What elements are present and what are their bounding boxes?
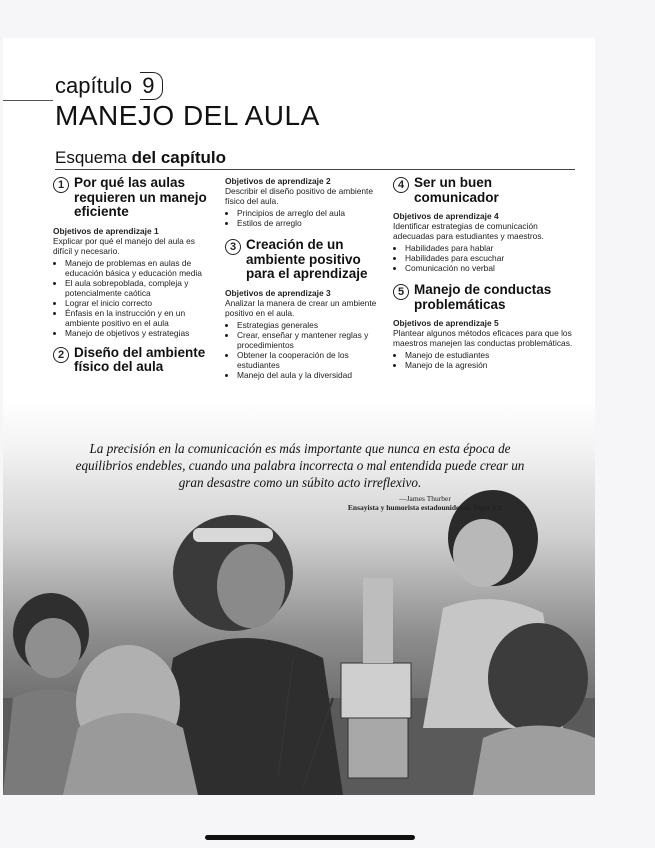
epigraph-quote: La precisión en la comunicación es más importante que nunca en esta época de equilibrios endebles, cuando una palabra incorrecta o mal entendida puede crear un gran desastre como un súbito acto irreflexivo. xyxy=(75,441,525,490)
section-title: Creación de un ambiente positivo para el aprendizaje xyxy=(246,237,368,281)
outline-rule xyxy=(55,169,575,170)
quote-author: —James Thurber xyxy=(399,494,451,503)
chapter-title: MANEJO DEL AULA xyxy=(55,100,320,131)
section-title: Por qué las aulas requieren un manejo eficiente xyxy=(74,175,207,219)
section-5-list xyxy=(393,350,575,370)
section-3-list xyxy=(225,320,390,380)
list-item: • Lograr el inicio correcto xyxy=(65,298,211,308)
section-number-badge: 3 xyxy=(225,239,241,255)
section-number-badge: 4 xyxy=(393,177,409,193)
list-item: • Manejo de la agresión xyxy=(405,360,575,370)
outline-column-3 xyxy=(393,176,575,376)
section-2-header xyxy=(53,346,211,375)
section-title: Ser un buen comunicador xyxy=(414,175,499,205)
list-item: • Habilidades para hablar xyxy=(405,243,575,253)
list-item: • Estilos de arreglo xyxy=(237,218,390,228)
list-item: • Manejo del aula y la diversidad xyxy=(237,370,390,380)
outline-column-1 xyxy=(53,176,211,381)
section-5-header xyxy=(393,283,575,312)
list-item: • Comunicación no verbal xyxy=(405,263,575,273)
chapter-label xyxy=(55,72,163,100)
section-1-header xyxy=(53,176,211,220)
objective-title: Objetivos de aprendizaje 5 xyxy=(393,318,499,328)
section-title: Manejo de conductas problemáticas xyxy=(414,282,552,312)
chapter-number: 9 xyxy=(140,72,163,100)
outline-heading: Esquema del capítulo xyxy=(55,148,227,167)
section-number-badge: 1 xyxy=(53,177,69,193)
list-item: • Manejo de estudiantes xyxy=(405,350,575,360)
list-item: • Manejo de problemas en aulas de educación básica y educación media xyxy=(65,258,211,278)
objective-description: Identificar estrategias de comunicación adecuadas para estudiantes y maestros. xyxy=(393,221,544,241)
outline-column-2 xyxy=(225,176,390,386)
section-2-list xyxy=(225,208,390,228)
objective-title: Objetivos de aprendizaje 1 xyxy=(53,225,159,236)
quote-author-role: Ensayista y humorista estadounidense. Siglo XX xyxy=(347,503,503,512)
chapter-word: capítulo xyxy=(55,73,133,98)
section-4-list xyxy=(393,243,575,273)
home-indicator[interactable] xyxy=(205,835,415,840)
objective-description: Explicar por qué el manejo del aula es difícil y necesario. xyxy=(53,235,195,256)
section-1-list xyxy=(53,258,211,338)
objective-description: Analizar la manera de crear un ambiente positivo en el aula. xyxy=(225,297,377,318)
objective-title: Objetivos de aprendizaje 4 xyxy=(393,211,499,221)
objective-title: Objetivos de aprendizaje 3 xyxy=(225,287,331,298)
epigraph-attribution xyxy=(300,494,550,512)
list-item: • Principios de arreglo del aula xyxy=(237,208,390,218)
section-number-badge: 5 xyxy=(393,284,409,300)
list-item: • Obtener la cooperación de los estudiantes xyxy=(237,350,390,370)
section-3-header xyxy=(225,238,390,282)
objective-description: Plantear algunos métodos eficaces para que los maestros manejen las conductas problemáticas. xyxy=(393,328,573,348)
objective-description: Describir el diseño positivo de ambiente físico del aula. xyxy=(225,186,374,206)
list-item: • Estrategias generales xyxy=(237,320,390,330)
section-number-badge: 2 xyxy=(53,347,69,363)
list-item: • Énfasis en la instrucción y en un ambiente positivo en el aula xyxy=(65,308,211,328)
objective-title: Objetivos de aprendizaje 2 xyxy=(225,176,331,186)
list-item: • Manejo de objetivos y estrategias xyxy=(65,328,211,338)
section-title: Diseño del ambiente físico del aula xyxy=(74,344,206,374)
list-item: • El aula sobrepoblada, compleja y potencialmente caótica xyxy=(65,278,211,298)
section-4-header xyxy=(393,176,575,205)
chapter-rule xyxy=(3,100,53,101)
list-item: • Crear, enseñar y mantener reglas y procedimientos xyxy=(237,330,390,350)
list-item: • Habilidades para escuchar xyxy=(405,253,575,263)
